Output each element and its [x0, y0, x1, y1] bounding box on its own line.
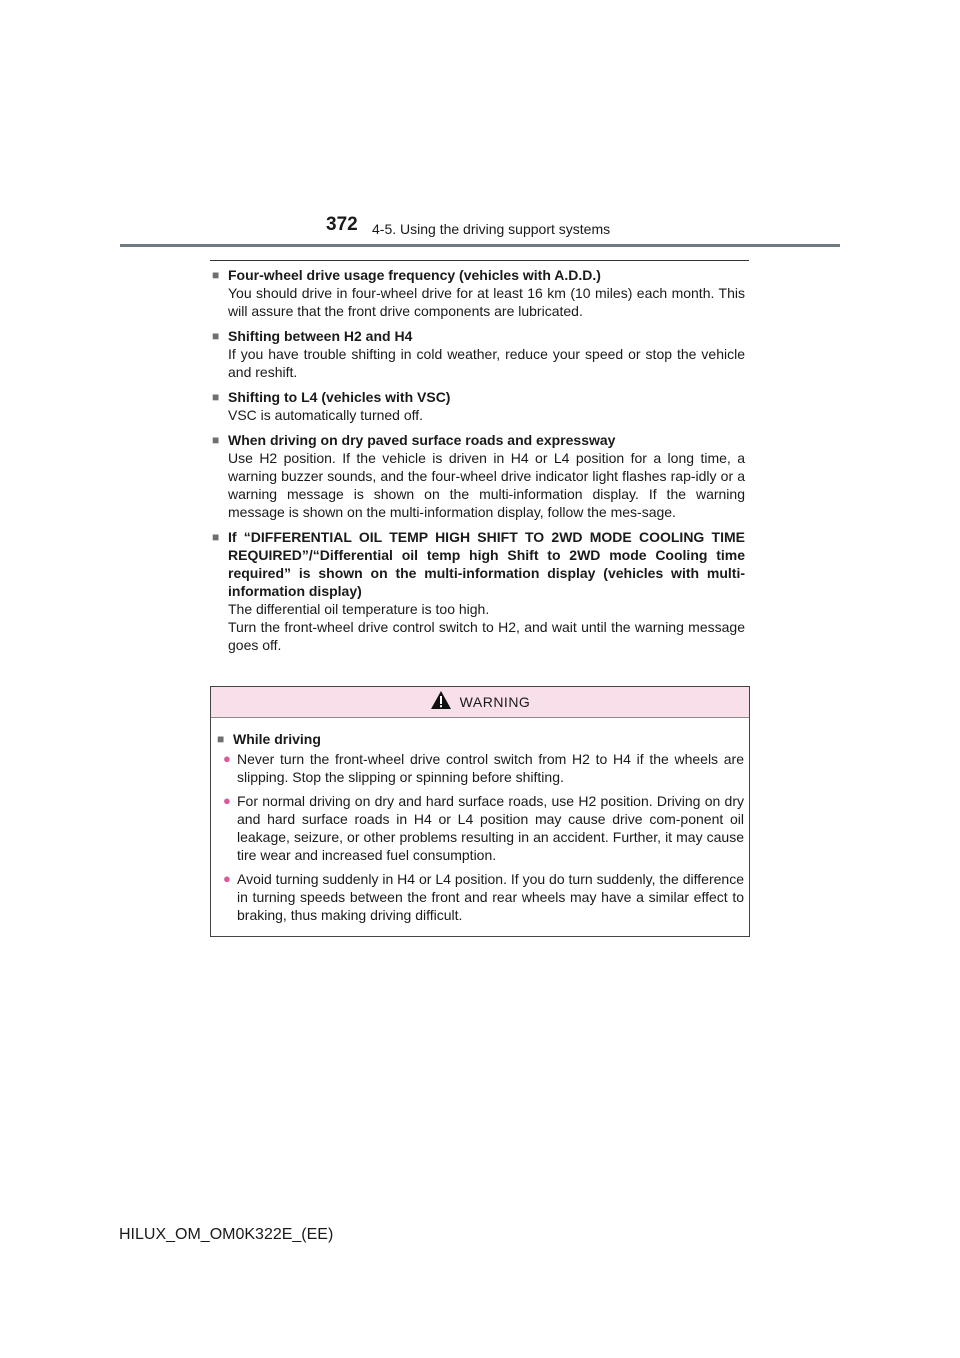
warning-title: While driving	[233, 731, 321, 747]
square-bullet-icon: ■	[212, 390, 220, 404]
info-item	[212, 388, 745, 424]
item-text: The differential oil temperature is too high.	[228, 601, 490, 617]
circle-bullet-icon: ●	[223, 751, 231, 766]
item-text: You should drive in four-wheel drive for at least 16 km (10 miles) each month. This will assure that the front drive components are lubricated.	[228, 285, 745, 319]
info-item	[212, 528, 745, 654]
warning-box	[210, 686, 750, 937]
item-heading: When driving on dry paved surface roads and expressway	[228, 432, 616, 448]
square-bullet-icon: ■	[212, 268, 220, 282]
header-divider	[120, 244, 840, 247]
item-text: VSC is automatically turned off.	[228, 407, 424, 423]
circle-bullet-icon: ●	[223, 793, 231, 808]
info-item	[212, 431, 745, 521]
content-divider	[210, 260, 749, 261]
warning-triangle-icon	[430, 690, 452, 715]
info-item	[212, 266, 745, 320]
item-text: If you have trouble shifting in cold weather, reduce your speed or stop the vehicle and reshift.	[228, 346, 745, 380]
page-number: 372	[326, 214, 358, 235]
warning-label: WARNING	[459, 694, 531, 710]
square-bullet-icon: ■	[212, 329, 220, 343]
info-item	[212, 327, 745, 381]
circle-bullet-icon: ●	[223, 871, 231, 886]
warning-bullet: ● For normal driving on dry and hard surface roads, use H2 position. Driving on dry and hard surface roads in H4 or L4 position may cause drive com-ponent oil leakage, seizure, or other problems resulting in an accident. Further, it may cause tire wear and increased fuel consumption.	[223, 793, 744, 863]
item-heading: Shifting between H2 and H4	[228, 328, 413, 344]
warning-bullet: ● Never turn the front-wheel drive control switch from H2 to H4 if the wheels are slipping. Stop the slipping or spinning before shifting.	[223, 751, 744, 785]
warning-header	[211, 687, 749, 718]
item-heading: Four-wheel drive usage frequency (vehicles with A.D.D.)	[228, 267, 601, 283]
item-heading: Shifting to L4 (vehicles with VSC)	[228, 389, 451, 405]
item-text: Use H2 position. If the vehicle is driven in H4 or L4 position for a long time, a warning buzzer sounds, and the four-wheel drive indicator light flashes rap-idly or a warning message is shown on the multi-information display. If the warning message is shown on the multi-information display, follow the mes-sage.	[228, 450, 745, 520]
content-body	[212, 266, 745, 661]
square-bullet-icon: ■	[212, 530, 220, 544]
section-title: 4-5. Using the driving support systems	[372, 221, 611, 237]
square-bullet-icon: ■	[217, 732, 225, 746]
item-heading: If “DIFFERENTIAL OIL TEMP HIGH SHIFT TO 2WD MODE COOLING TIME REQUIRED”/“Differential oil temp high Shift to 2WD mode Cooling time required” is shown on the multi-information display (vehicles with multi-information display)	[228, 529, 745, 599]
square-bullet-icon: ■	[212, 433, 220, 447]
item-text: Turn the front-wheel drive control switch to H2, and wait until the warning message goes off.	[228, 619, 745, 653]
warning-bullet: ● Avoid turning suddenly in H4 or L4 position. If you do turn suddenly, the difference in turning speeds between the front and rear wheels may have a similar effect to braking, thus making driving difficult.	[223, 871, 744, 923]
document-code: HILUX_OM_OM0K322E_(EE)	[119, 1226, 334, 1243]
